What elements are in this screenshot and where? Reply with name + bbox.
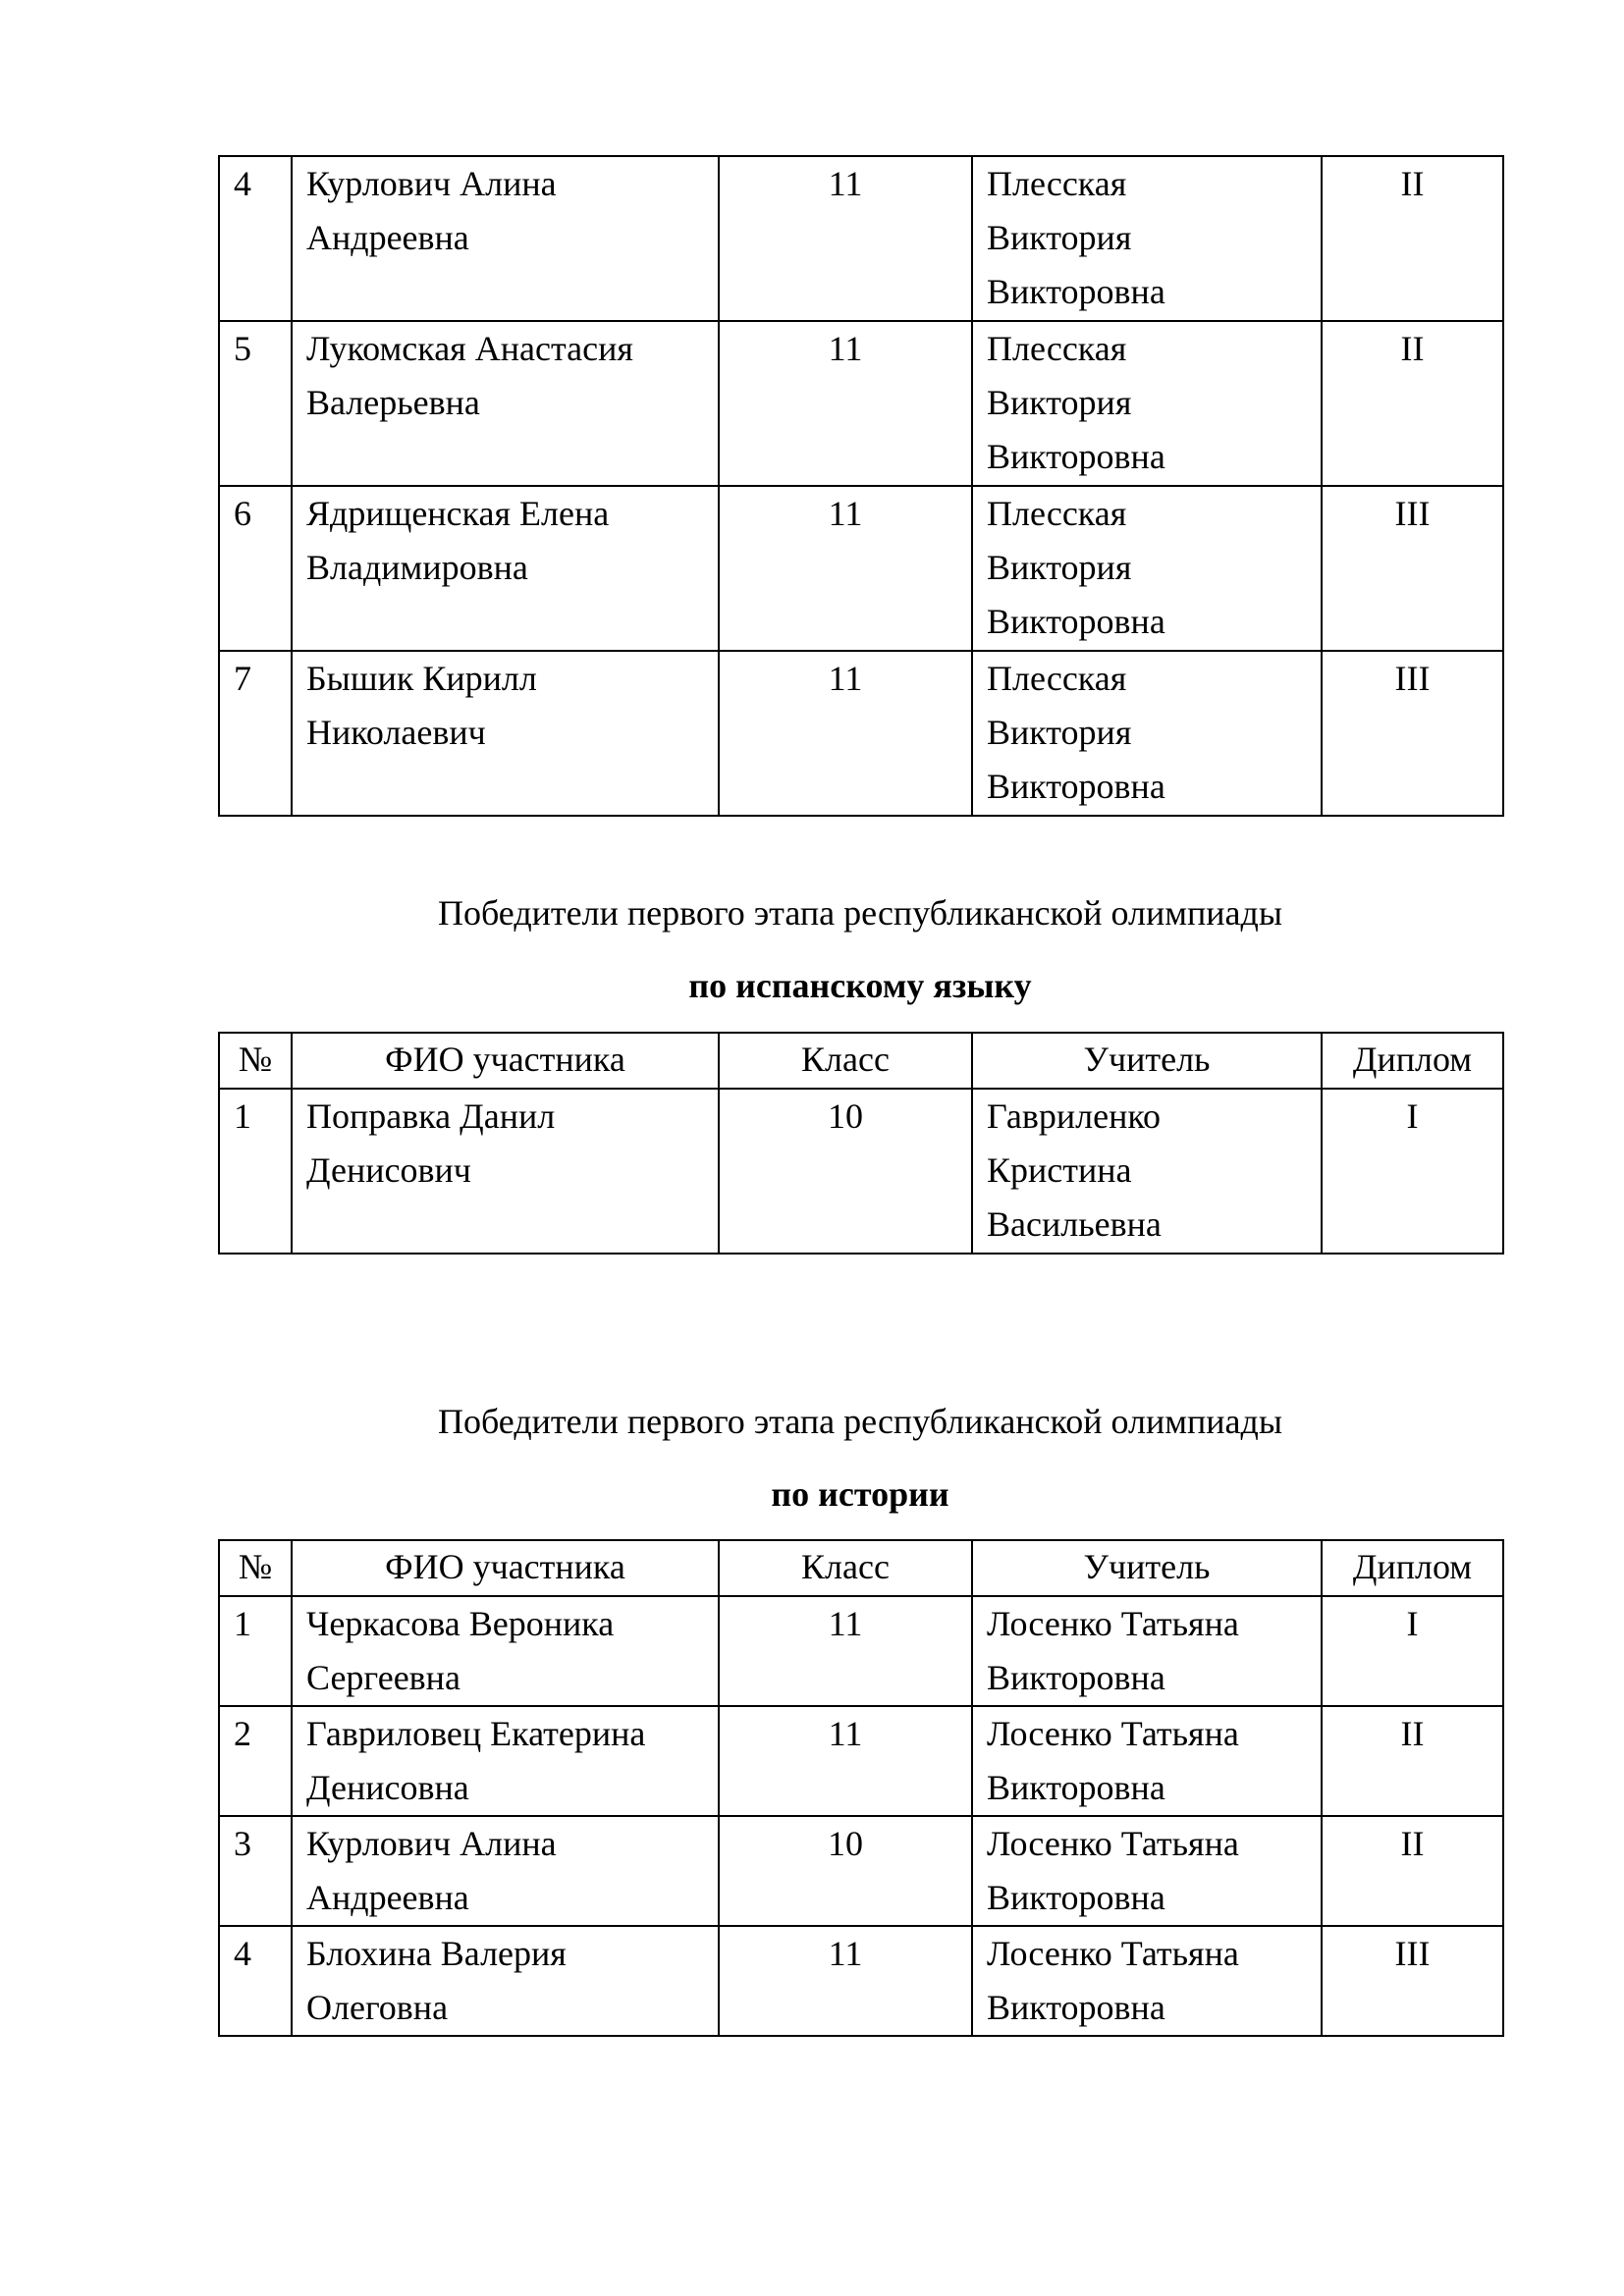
header-grade: Класс [719,1033,972,1089]
row-number: 1 [219,1596,292,1706]
header-teacher: Учитель [972,1540,1322,1596]
table-row [219,486,1503,651]
header-participant: ФИО участника [292,1540,719,1596]
row-number: 2 [219,1706,292,1816]
participant-name: Черкасова Вероника Сергеевна [292,1596,719,1706]
teacher-name: Лосенко Татьяна Викторовна [972,1706,1322,1816]
participant-name: Лукомская Анастасия Валерьевна [292,321,719,486]
grade: 11 [719,156,972,321]
header-number: № [219,1033,292,1089]
participant-name: Бышик Кирилл Николаевич [292,651,719,816]
participant-name: Ядрищенская Елена Владимировна [292,486,719,651]
teacher-name: Плесская Виктория Викторовна [972,486,1322,651]
diploma-degree: I [1322,1596,1503,1706]
teacher-name: Плесская Виктория Викторовна [972,321,1322,486]
grade: 11 [719,1706,972,1816]
header-grade: Класс [719,1540,972,1596]
teacher-name: Лосенко Татьяна Викторовна [972,1816,1322,1926]
table-header-row [219,1033,1503,1089]
teacher-name: Плесская Виктория Викторовна [972,156,1322,321]
table-row [219,156,1503,321]
grade: 11 [719,486,972,651]
table-header-row [219,1540,1503,1596]
row-number: 6 [219,486,292,651]
winners-table-continued [218,155,1504,817]
table-row [219,1089,1503,1254]
row-number: 4 [219,156,292,321]
diploma-degree: III [1322,651,1503,816]
grade: 11 [719,1926,972,2036]
diploma-degree: II [1322,1816,1503,1926]
diploma-degree: II [1322,156,1503,321]
teacher-name: Лосенко Татьяна Викторовна [972,1596,1322,1706]
header-diploma: Диплом [1322,1540,1503,1596]
teacher-name: Лосенко Татьяна Викторовна [972,1926,1322,2036]
participant-name: Поправка Данил Денисович [292,1089,719,1254]
table-row [219,321,1503,486]
section-subtitle-history: по истории [771,1474,949,1514]
diploma-degree: II [1322,321,1503,486]
row-number: 3 [219,1816,292,1926]
section-title-history: Победители первого этапа республиканской олимпиады [437,1402,1283,1441]
table-row [219,1816,1503,1926]
participant-name: Курлович Алина Андреевна [292,1816,719,1926]
section-title-spanish: Победители первого этапа республиканской олимпиады [437,893,1283,933]
diploma-degree: III [1322,1926,1503,2036]
participant-name: Курлович Алина Андреевна [292,156,719,321]
participant-name: Блохина Валерия Олеговна [292,1926,719,2036]
teacher-name: Плесская Виктория Викторовна [972,651,1322,816]
header-teacher: Учитель [972,1033,1322,1089]
grade: 11 [719,1596,972,1706]
header-participant: ФИО участника [292,1033,719,1089]
participant-name: Гавриловец Екатерина Денисовна [292,1706,719,1816]
grade: 10 [719,1089,972,1254]
grade: 11 [719,651,972,816]
winners-table-history [218,1539,1504,2037]
row-number: 1 [219,1089,292,1254]
table-row [219,651,1503,816]
teacher-name: Гавриленко Кристина Васильевна [972,1089,1322,1254]
diploma-degree: I [1322,1089,1503,1254]
grade: 11 [719,321,972,486]
table-row [219,1596,1503,1706]
winners-table-spanish [218,1032,1504,1255]
table-row [219,1706,1503,1816]
header-diploma: Диплом [1322,1033,1503,1089]
row-number: 4 [219,1926,292,2036]
section-subtitle-spanish: по испанскому языку [688,966,1032,1005]
row-number: 7 [219,651,292,816]
header-number: № [219,1540,292,1596]
diploma-degree: III [1322,486,1503,651]
row-number: 5 [219,321,292,486]
table-row [219,1926,1503,2036]
grade: 10 [719,1816,972,1926]
diploma-degree: II [1322,1706,1503,1816]
